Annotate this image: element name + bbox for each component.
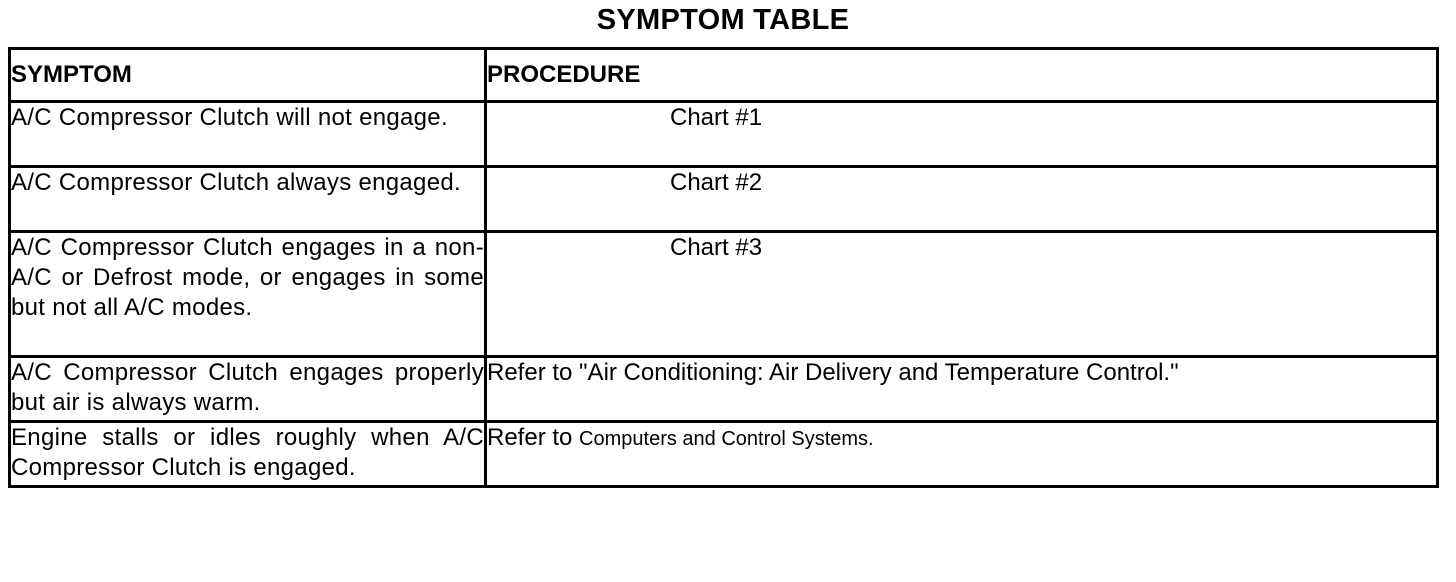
symptom-cell: A/C Compressor Clutch will not engage. [10,102,486,167]
column-header-procedure: PROCEDURE [486,49,1438,102]
table-title: SYMPTOM TABLE [596,4,850,36]
procedure-cell: Chart #2 [486,167,1438,232]
table-row [10,232,1438,357]
column-header-symptom: SYMPTOM [10,49,486,102]
table-header-row [10,49,1438,102]
symptom-cell: A/C Compressor Clutch engages properly but air is always warm. [10,357,486,422]
table-row [10,357,1438,422]
procedure-cell [486,422,1438,487]
table-row [10,167,1438,232]
symptom-table [8,47,1439,488]
symptom-cell: Engine stalls or idles roughly when A/C Compressor Clutch is engaged. [10,422,486,487]
procedure-cell: Refer to "Air Conditioning: Air Delivery and Temperature Control." [486,357,1438,422]
procedure-reference: Computers and Control Systems. [579,428,874,450]
procedure-cell: Chart #3 [486,232,1438,357]
procedure-cell: Chart #1 [486,102,1438,167]
symptom-cell: A/C Compressor Clutch always engaged. [10,167,486,232]
procedure-prefix: Refer to [487,424,580,451]
symptom-cell: A/C Compressor Clutch engages in a non-A/C or Defrost mode, or engages in some but not all A/C modes. [10,232,486,357]
table-row [10,102,1438,167]
table-row [10,422,1438,487]
